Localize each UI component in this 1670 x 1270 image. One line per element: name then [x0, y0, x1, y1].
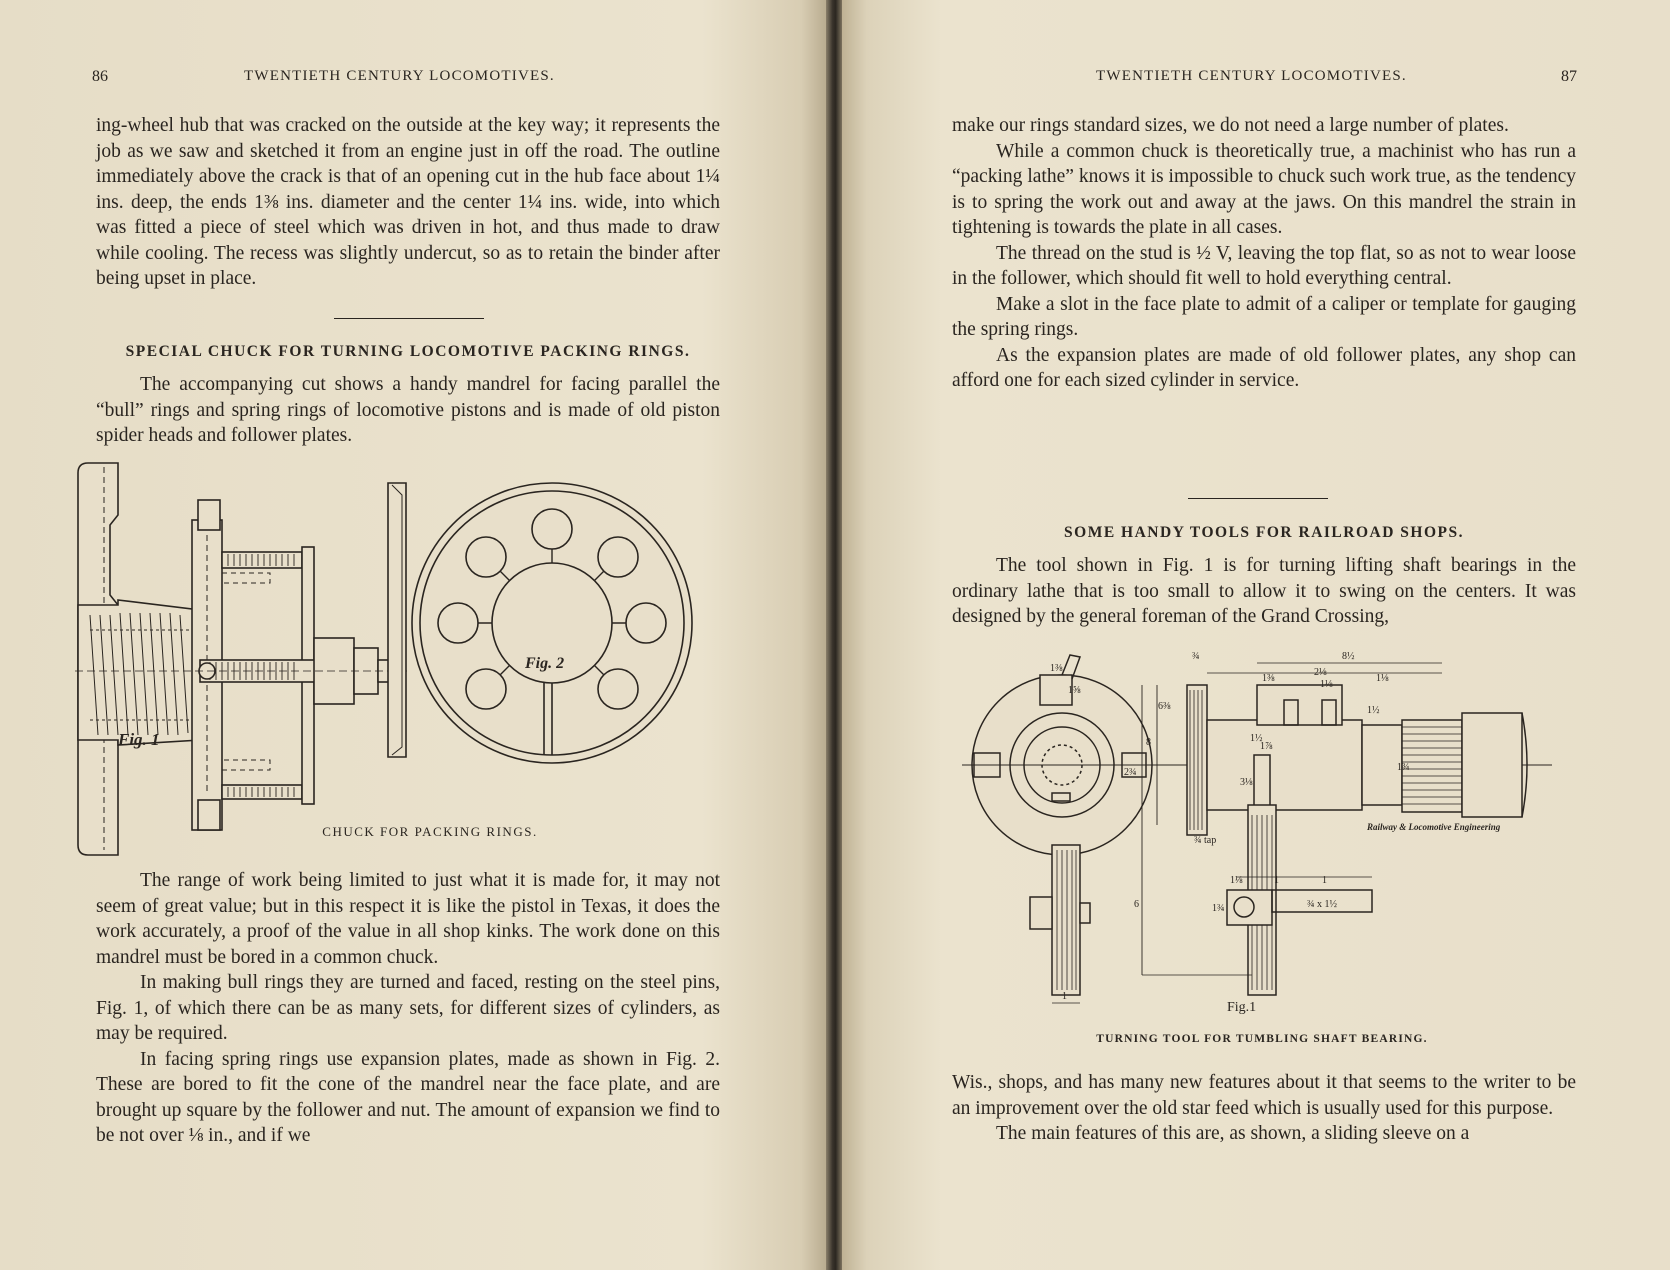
turning-tool-figure — [962, 645, 1562, 1015]
book-gutter — [826, 0, 842, 1270]
chuck-figure — [70, 455, 750, 865]
section-heading: SOME HANDY TOOLS FOR RAILROAD SHOPS. — [1064, 524, 1464, 541]
paragraph-wis: Wis., shops, and has many new features about it that seems to the writer to be an improvement over the old star feed which is usually used for this purpose. The main features of this are, as shown, a sliding sleeve on a — [952, 1070, 1576, 1147]
fig1-label: Fig.1 — [1227, 1000, 1257, 1015]
paragraph-intro: The accompanying cut shows a handy mandrel for facing parallel the “bull” rings and spring rings of locomotive pistons and is made of old piston spider heads and follower plates. — [96, 374, 720, 446]
svg-text:1⅛: 1⅛ — [1320, 679, 1333, 690]
svg-text:1½: 1½ — [1250, 733, 1263, 744]
svg-text:1: 1 — [1062, 991, 1067, 1002]
paragraph-main: The main features of this are, as shown, a sliding sleeve on a — [996, 1123, 1470, 1144]
svg-text:3⅛: 3⅛ — [1240, 777, 1253, 788]
svg-text:1⅞: 1⅞ — [1260, 741, 1273, 752]
paragraph-tool: The tool shown in Fig. 1 is for turning lifting shaft bearings in the ordinary lathe that is too small to allow it to swing on the centers. It was designed by the general foreman of the Grand Crossing, — [952, 555, 1576, 627]
left-page — [0, 0, 826, 1270]
running-head: TWENTIETH CENTURY LOCOMOTIVES. — [1096, 68, 1407, 84]
paragraph-top: ing-wheel hub that was cracked on the outside at the key way; it represents the job as we saw and sketched it from an engine just in off the road. The outline immediately above the crack is that of an opening cut in the hub face about 1¼ ins. deep, the ends 1⅜ ins. diameter and the center 1¼ ins. wide, into which was fitted a piece of steel which was driven in hot, and thus made to draw while cooling. The recess was slightly undercut, so as to retain the binder after being upset in place. — [96, 115, 720, 289]
paragraph-thread: The thread on the stud is ½ V, leaving the top flat, so as not to wear loose in the follower, which should fit well to hold everything central. — [952, 242, 1576, 289]
paragraph-bull: In making bull rings they are turned and faced, resting on the steel pins, Fig. 1, of which there can be as many sets, for different sizes of cylinders, as may be required. — [96, 972, 720, 1044]
fig2-label: Fig. 2 — [525, 655, 565, 672]
svg-text:1⅝: 1⅝ — [1068, 685, 1081, 696]
svg-text:1½: 1½ — [1367, 705, 1380, 716]
figure-credit: Railway & Locomotive Engineering — [1367, 822, 1501, 832]
svg-text:2¾: 2¾ — [1124, 767, 1137, 778]
svg-text:2⅛: 2⅛ — [1314, 667, 1327, 678]
running-head: TWENTIETH CENTURY LOCOMOTIVES. — [244, 68, 555, 84]
svg-text:8½: 8½ — [1342, 651, 1355, 662]
paragraph-facing: In facing spring rings use expansion plates, made as shown in Fig. 2. These are bored to fit the cone of the mandrel near the face plate, and are brought up square by the follower and nut. The amount of expansion we find to be not over ⅛ in., and if we — [96, 1048, 720, 1146]
svg-text:1: 1 — [1322, 875, 1327, 886]
page-number: 86 — [92, 68, 108, 85]
svg-text:6: 6 — [1134, 899, 1139, 910]
svg-text:1¾: 1¾ — [1397, 762, 1410, 773]
svg-text:1: 1 — [1274, 875, 1279, 886]
svg-text:1⅜: 1⅜ — [1050, 663, 1063, 674]
svg-text:1⅛: 1⅛ — [1230, 875, 1243, 886]
turning-tool-caption: TURNING TOOL FOR TUMBLING SHAFT BEARING. — [1096, 1033, 1428, 1045]
svg-text:¾ x 1½: ¾ x 1½ — [1307, 899, 1337, 910]
page-number: 87 — [1561, 68, 1577, 85]
section-heading: SPECIAL CHUCK FOR TURNING LOCOMOTIVE PACKING RINGS. — [125, 343, 691, 360]
svg-text:1⅜: 1⅜ — [1262, 673, 1275, 684]
section-rule — [334, 318, 484, 319]
tap-label: ¾ tap — [1194, 835, 1217, 846]
svg-text:8: 8 — [1146, 737, 1151, 748]
paragraph-chuck: While a common chuck is theoretically true, a machinist who has run a “packing lathe” knows it is impossible to chuck such work true, as the tendency is to spring the work out and away at the jaws. On this mandrel the strain in tightening is towards the plate in all cases. — [952, 140, 1576, 238]
chuck-caption: CHUCK FOR PACKING RINGS. — [322, 824, 538, 839]
section-rule — [1188, 498, 1328, 499]
paragraph-range: The range of work being limited to just what it is made for, it may not seem of great value; but in this respect it is like the pistol in Texas, it does the work accurately, a proof of the value in all shop kinks. The work done on this mandrel must be bored in a common chuck. In making bull rings they are turned and faced, resting on the steel pins, Fig. 1, of which there can be as many sets, for different sizes of cylinders, as may be required. In facing spring rings use expansion plates, made as shown in Fig. 2. These are bored to fit the cone of the mandrel near the face plate, and are brought up square by the follower and nut. The amount of expansion we find to be not over ⅛ in., and if we — [96, 868, 720, 1149]
paragraph-continued: make our rings standard sizes, we do not need a large number of plates. While a common chuck is theoretically true, a machinist who has run a “packing lathe” knows it is impossible to chuck such work true, as the tendency is to spring the work out and away at the jaws. On this mandrel the strain in tightening is towards the plate in all cases. The thread on the stud is ½ V, leaving the top flat, so as not to wear loose in the follower, which should fit well to hold everything central. Make a slot in the face plate to admit of a caliper or template for gauging the spring rings. As the expansion plates are made of old follower plates, any shop can afford one for each sized cylinder in service. — [952, 113, 1576, 394]
svg-text:1⅛: 1⅛ — [1376, 673, 1389, 684]
svg-text:1¾: 1¾ — [1212, 903, 1225, 914]
right-page — [842, 0, 1670, 1270]
svg-text:¾: ¾ — [1192, 651, 1200, 662]
paragraph-slot: Make a slot in the face plate to admit of a caliper or template for gauging the spring rings. — [952, 293, 1576, 340]
fig1-label: Fig. 1 — [118, 730, 160, 749]
svg-text:6⅜: 6⅜ — [1158, 701, 1171, 712]
paragraph-expansion: As the expansion plates are made of old follower plates, any shop can afford one for each sized cylinder in service. — [952, 344, 1576, 391]
